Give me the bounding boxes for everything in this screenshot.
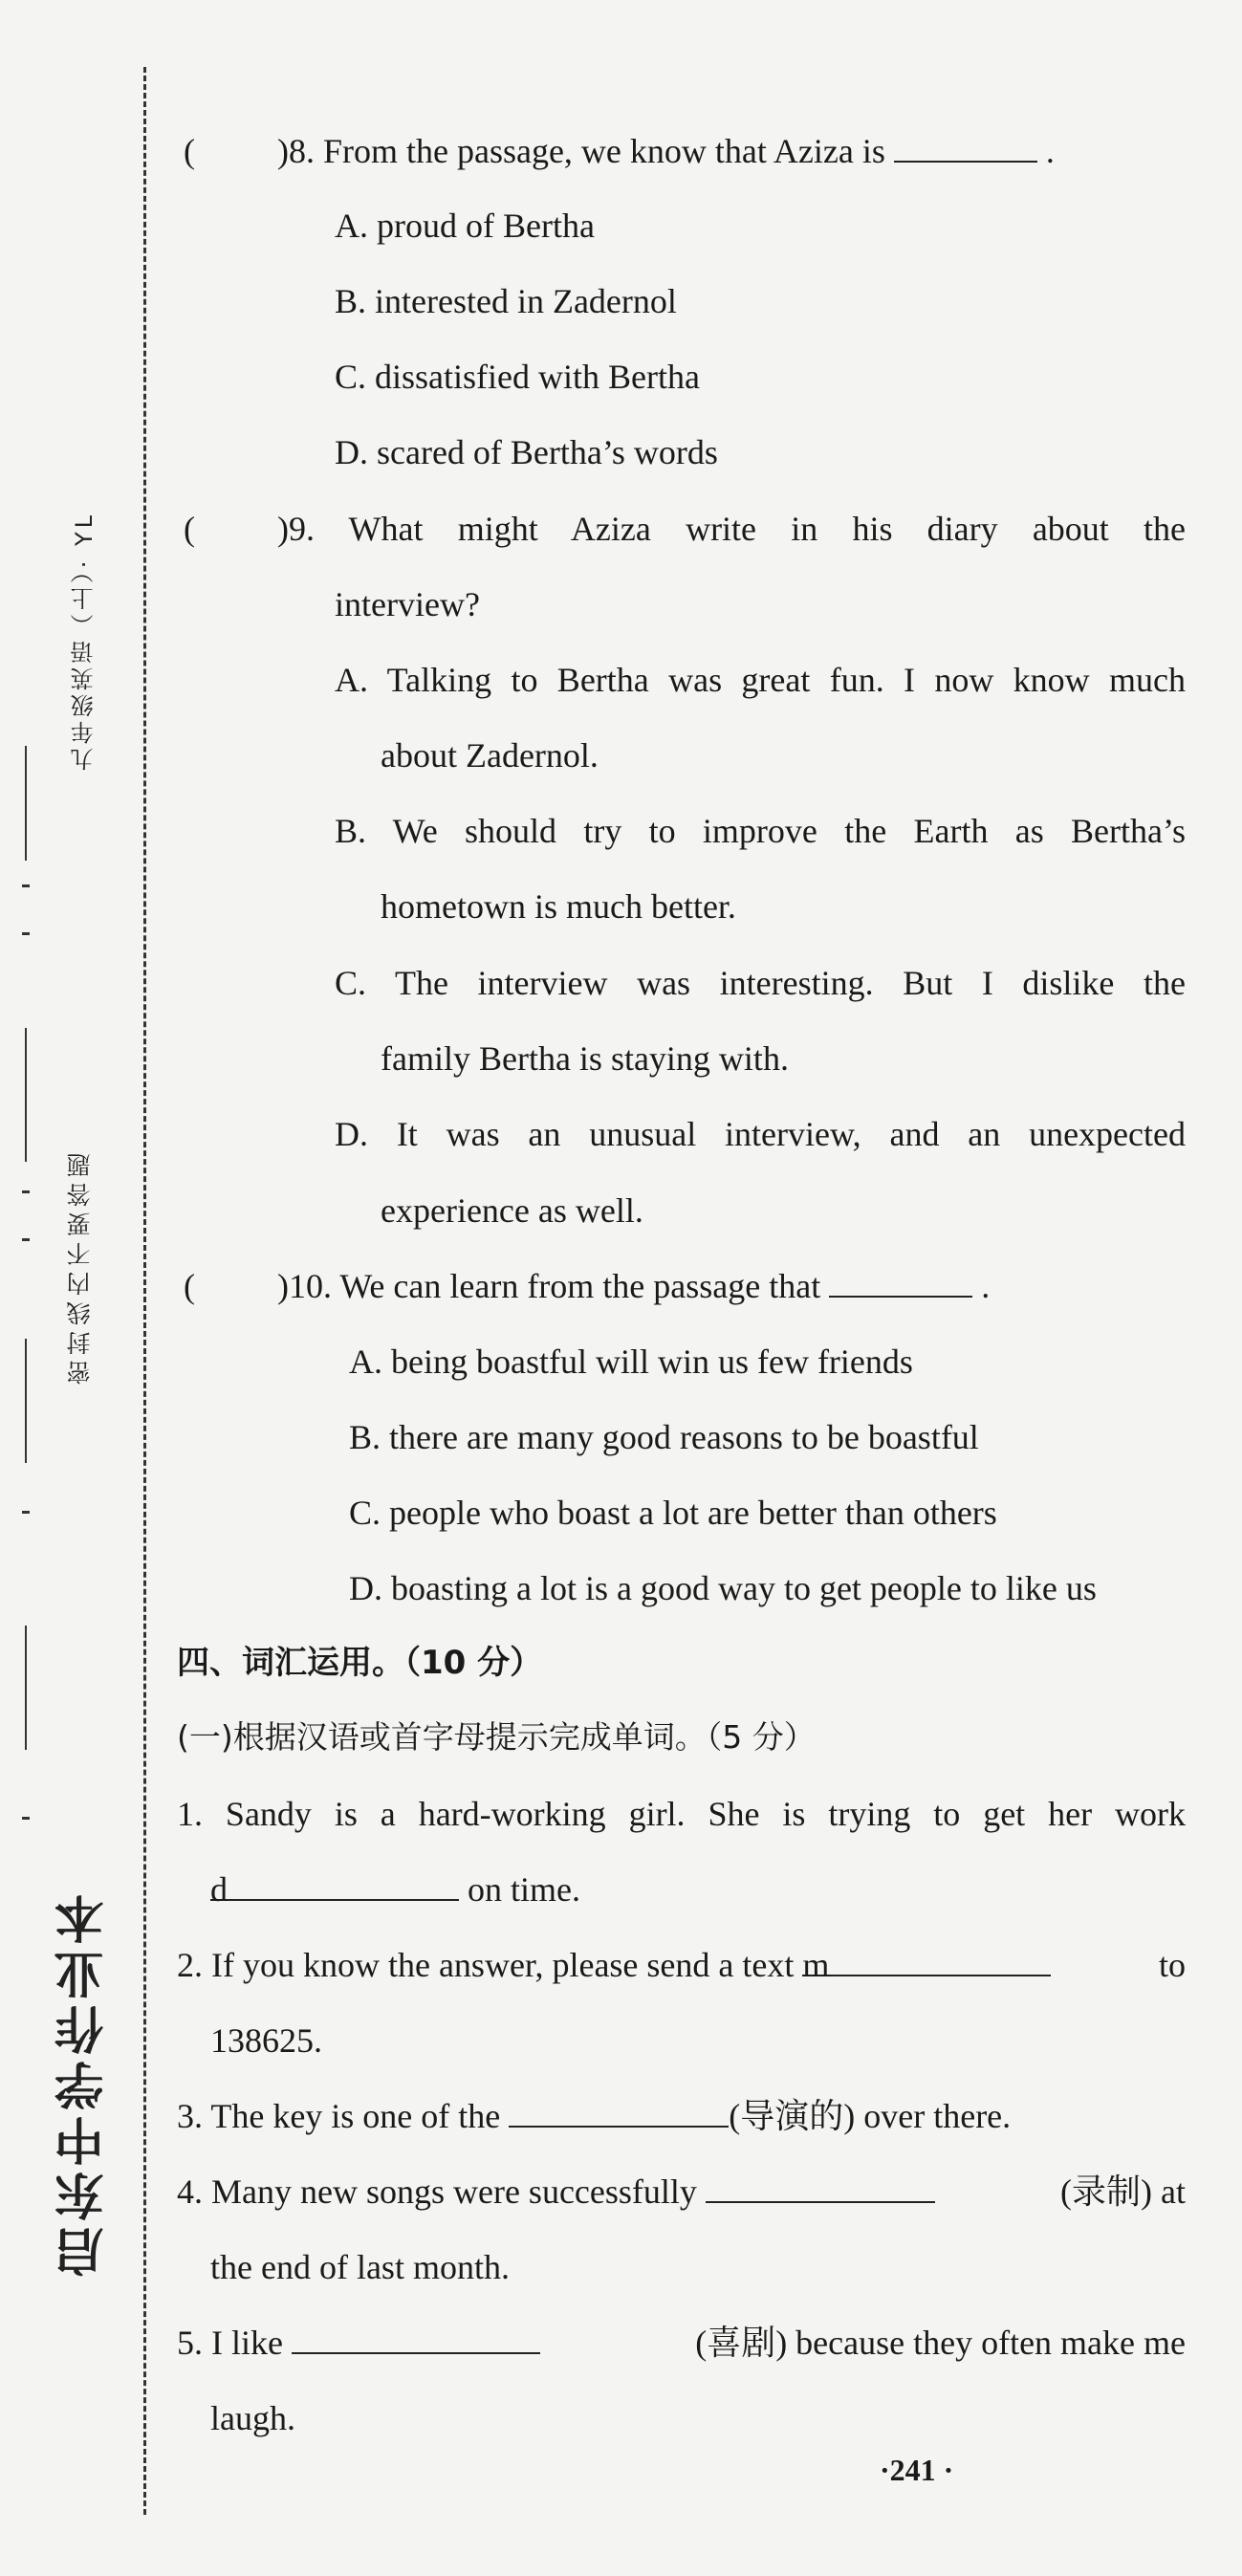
q9-option-b-cont: hometown is much better. (381, 887, 736, 926)
vocab-1-text-end: on time. (468, 1870, 580, 1909)
vocab-1-text: 1. Sandy is a hard-working girl. She is trying to get her work (177, 1795, 1186, 1833)
q9-option-c-cont: family Bertha is staying with. (381, 1039, 789, 1078)
page-number: ·241 · (880, 2453, 954, 2487)
vocab-2-text: 2. If you know the answer, please send a text (177, 1946, 795, 1984)
answer-paren: ( (184, 510, 195, 548)
q10-option-c[interactable]: C. people who boast a lot are better than others (349, 1494, 997, 1532)
question-9-stem: )9. What might Aziza write in his diary about the (277, 510, 1186, 548)
q8-option-c[interactable]: C. dissatisfied with Bertha (335, 358, 700, 396)
vocab-2-text-end: to (1158, 1946, 1186, 1984)
answer-blank[interactable] (802, 1946, 1051, 1984)
q8-option-a[interactable]: A. proud of Bertha (335, 207, 595, 245)
margin-tick (22, 1190, 30, 1193)
answer-blank[interactable] (706, 2172, 935, 2203)
margin-rule (25, 746, 27, 861)
q10-option-d[interactable]: D. boasting a lot is a good way to get people to like us (349, 1569, 1097, 1607)
section-heading: 四、词汇运用。（10 分） (177, 1644, 543, 1682)
question-10-stem: )10. We can learn from the passage that . (277, 1267, 991, 1305)
answer-blank[interactable] (829, 1267, 972, 1298)
seal-dashed-line (143, 67, 146, 2515)
vocab-4-text: 4. Many new songs were successfully (177, 2172, 697, 2211)
vocab-2-line (177, 1946, 1186, 1984)
answer-blank[interactable] (894, 132, 1037, 163)
q9-option-d[interactable]: D. It was an unusual interview, and an unexpected (335, 1115, 1186, 1153)
answer-paren: ( (184, 1267, 195, 1305)
vocab-4-line (177, 2172, 1186, 2211)
grade-label: 九年级英语（上）· YL (71, 512, 98, 772)
margin-tick (22, 884, 30, 887)
margin-tick (22, 932, 30, 935)
initial-letter-hint: d (210, 1870, 228, 1909)
vocab-1-answer-line (210, 1870, 580, 1909)
initial-letter-hint: m (802, 1946, 830, 1984)
q9-option-a-cont: about Zadernol. (381, 736, 599, 775)
margin-tick (22, 1511, 30, 1514)
q9-option-b[interactable]: B. We should try to improve the Earth as Bertha’s (335, 812, 1186, 850)
vocab-3-text: 3. The key is one of the (177, 2097, 501, 2135)
q9-option-c[interactable]: C. The interview was interesting. But I dislike the (335, 964, 1186, 1002)
chinese-hint: (导演的) over there. (729, 2097, 1012, 2135)
vocab-3-line (177, 2097, 1011, 2135)
vocab-5-text-cont: laugh. (210, 2399, 295, 2437)
chinese-hint: (喜剧) because they often make me (695, 2324, 1186, 2362)
seal-notice: 密封线内不要答题 (66, 1147, 94, 1385)
margin-rule (25, 1626, 27, 1750)
q8-option-d[interactable]: D. scared of Bertha’s words (335, 433, 718, 471)
margin-rule (25, 1028, 27, 1162)
margin-tick (22, 1817, 30, 1820)
vocab-5-line (177, 2324, 1186, 2362)
answer-blank[interactable] (509, 2097, 729, 2128)
question-10-text: )10. We can learn from the passage that (277, 1267, 821, 1305)
answer-blank[interactable] (210, 1870, 459, 1909)
q10-option-b[interactable]: B. there are many good reasons to be boastful (349, 1418, 979, 1456)
vocab-5-text: 5. I like (177, 2324, 283, 2362)
next-page-edge (1213, 0, 1242, 2576)
margin-rule (25, 1339, 27, 1463)
section-subheading: (一)根据汉语或首字母提示完成单词。（5 分） (177, 1718, 816, 1756)
question-8-text: )8. From the passage, we know that Aziza is (277, 132, 885, 170)
vocab-4-text-cont: the end of last month. (210, 2248, 510, 2286)
answer-blank[interactable] (292, 2324, 540, 2354)
chinese-hint: (录制) at (1060, 2172, 1186, 2211)
q9-option-a[interactable]: A. Talking to Bertha was great fun. I now know much (335, 661, 1186, 699)
book-title: 启东中学作业本 (55, 1888, 113, 2277)
q8-option-b[interactable]: B. interested in Zadernol (335, 282, 677, 320)
q10-option-a[interactable]: A. being boastful will win us few friends (349, 1343, 913, 1381)
answer-paren: ( (184, 132, 195, 170)
binding-margin (0, 0, 143, 2576)
question-9-stem-cont: interview? (335, 585, 480, 623)
question-8-stem: )8. From the passage, we know that Aziza is . (277, 132, 1055, 170)
q9-option-d-cont: experience as well. (381, 1191, 643, 1230)
margin-tick (22, 1238, 30, 1241)
vocab-2-text-cont: 138625. (210, 2021, 322, 2060)
